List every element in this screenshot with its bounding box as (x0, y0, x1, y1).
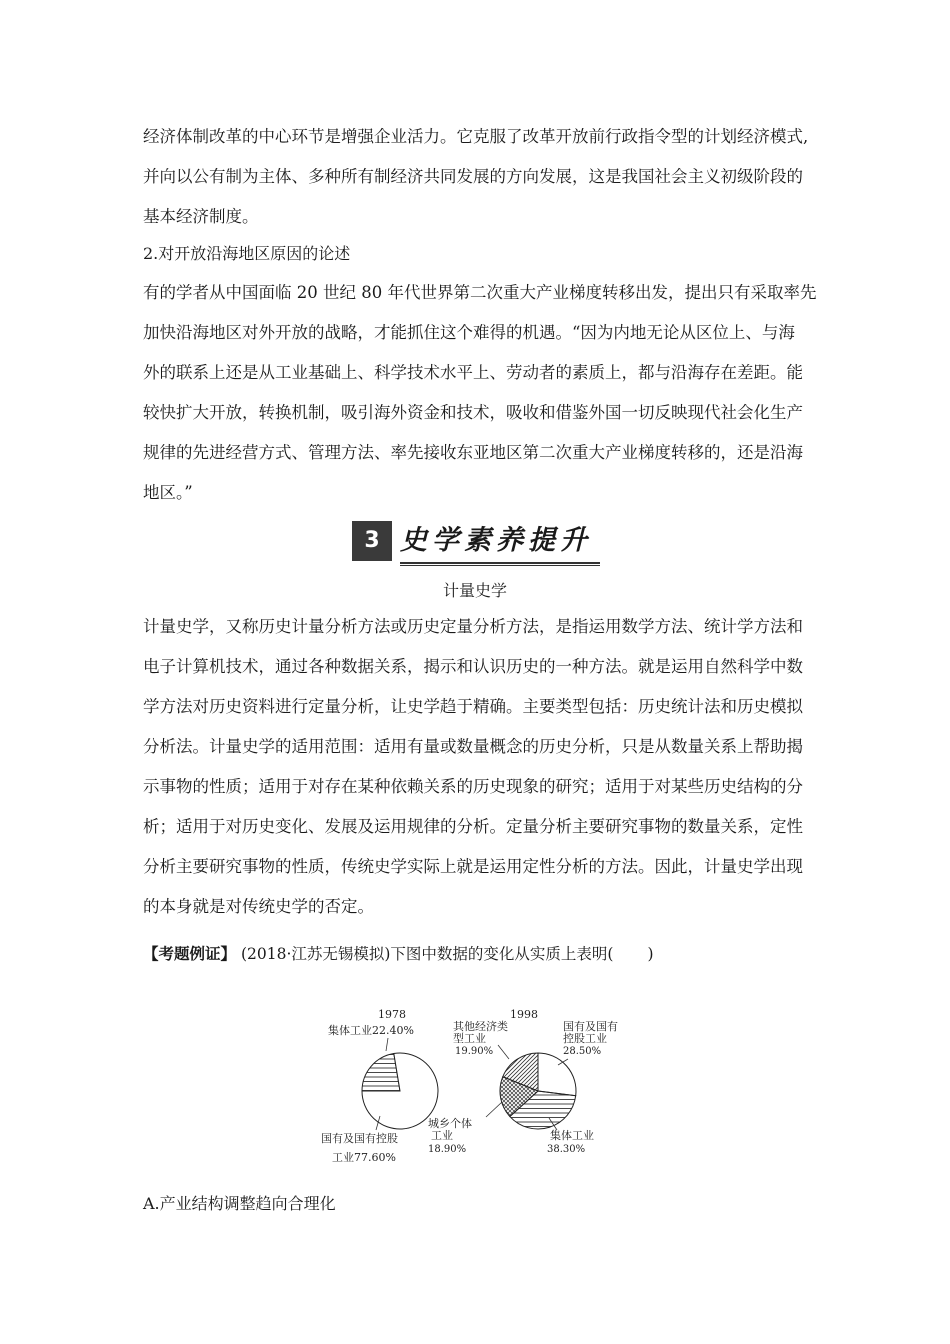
example-question-text: (2018·江苏无锡模拟)下图中数据的变化从实质上表明( (240, 945, 614, 963)
leader-line (386, 1038, 388, 1051)
pie-1978 (362, 1053, 438, 1129)
section-banner-title: 史学素养提升 (400, 525, 592, 556)
pie-1998-slice-0 (538, 1053, 576, 1096)
pie-1978-title: 1978 (378, 1008, 406, 1021)
text-line: 基本经济制度。 (143, 207, 259, 226)
paragraph-economic-reform (143, 117, 823, 237)
pie-charts-figure (310, 1003, 640, 1173)
pie-1998-title: 1998 (510, 1008, 538, 1021)
pie-1998-label-private-3: 18.90% (428, 1144, 467, 1155)
example-close-paren: ) (647, 945, 654, 963)
paragraph-coastal-opening (143, 273, 823, 513)
paragraph-quantitative-history (143, 607, 823, 927)
example-tag: 【考题例证】 (143, 944, 237, 963)
pie-1998-label-collective-2: 38.30% (547, 1144, 586, 1155)
leader-line (498, 1045, 509, 1059)
text-line: 析；适用于对历史变化、发展及运用规律的分析。定量分析主要研究事物的数量关系，定性 (143, 817, 803, 836)
text-line: 电子计算机技术，通过各种数据关系，揭示和认识历史的一种方法。就是运用自然科学中数 (143, 657, 803, 676)
text-line: 外的联系上还是从工业基础上、科学技术水平上、劳动者的素质上，都与沿海存在差距。能 (143, 363, 803, 382)
section-banner (352, 521, 602, 565)
text-line: 地区。” (143, 483, 193, 502)
text-line: 分析法。计量史学的适用范围：适用有量或数量概念的历史分析，只是从数量关系上帮助揭 (143, 737, 803, 756)
text-line: 学方法对历史资料进行定量分析，让史学趋于精确。主要类型包括：历史统计法和历史模拟 (143, 697, 803, 716)
section-heading-coastal-opening: 2.对开放沿海地区原因的论述 (143, 244, 351, 263)
pie-1998-label-collective-1: 集体工业 (550, 1129, 594, 1142)
pie-1998-label-other-1: 其他经济类 (453, 1020, 508, 1033)
answer-option-a: A.产业结构调整趋向合理化 (143, 1194, 336, 1213)
pie-1978-label-state-2: 工业77.60% (332, 1151, 396, 1164)
text-line: 较快扩大开放，转换机制，吸引海外资金和技术，吸收和借鉴外国一切反映现代社会化生产 (143, 403, 803, 422)
text-line: 的本身就是对传统史学的否定。 (143, 897, 374, 916)
pie-1998 (500, 1053, 576, 1129)
text-line: 分析主要研究事物的性质，传统史学实际上就是运用定性分析的方法。因此，计量史学出现 (143, 857, 803, 876)
leader-line (486, 1102, 502, 1117)
text-line: 并向以公有制为主体、多种所有制经济共同发展的方向发展，这是我国社会主义初级阶段的 (143, 167, 803, 186)
text-line: 经济体制改革的中心环节是增强企业活力。它克服了改革开放前行政指令型的计划经济模式, (143, 127, 809, 146)
text-line: 计量史学，又称历史计量分析方法或历史定量分析方法，是指运用数学方法、统计学方法和 (143, 617, 803, 636)
pie-1998-label-state-2: 控股工业 (563, 1032, 607, 1045)
pie-charts-svg (310, 1003, 640, 1173)
pie-1978-label-collective: 集体工业22.40% (328, 1024, 414, 1037)
banner-underline (400, 562, 600, 564)
pie-1998-label-state-1: 国有及国有 (563, 1020, 618, 1033)
pie-1998-label-state-3: 28.50% (563, 1046, 602, 1057)
example-question (143, 940, 654, 968)
banner-underline-thin (400, 565, 600, 566)
pie-1998-label-private-2: 工业 (431, 1129, 453, 1142)
text-line: 规律的先进经营方式、管理方法、率先接收东亚地区第二次重大产业梯度转移的，还是沿海 (143, 443, 803, 462)
pie-1978-label-state-1: 国有及国有控股 (321, 1132, 398, 1145)
text-line: 加快沿海地区对外开放的战略，才能抓住这个难得的机遇。“因为内地无论从区位上、与海 (143, 323, 795, 342)
section-number-badge: 3 (352, 521, 392, 561)
text-line: 有的学者从中国面临 20 世纪 80 年代世界第二次重大产业梯度转移出发，提出只有采取率先 (143, 283, 817, 302)
pie-1998-label-other-3: 19.90% (455, 1046, 494, 1057)
pie-1998-label-other-2: 型工业 (453, 1032, 486, 1045)
subsection-title: 计量史学 (442, 581, 507, 600)
text-line: 示事物的性质；适用于对存在某种依赖关系的历史现象的研究；适用于对某些历史结构的分 (143, 777, 803, 796)
pie-1998-label-private-1: 城乡个体 (428, 1117, 472, 1130)
